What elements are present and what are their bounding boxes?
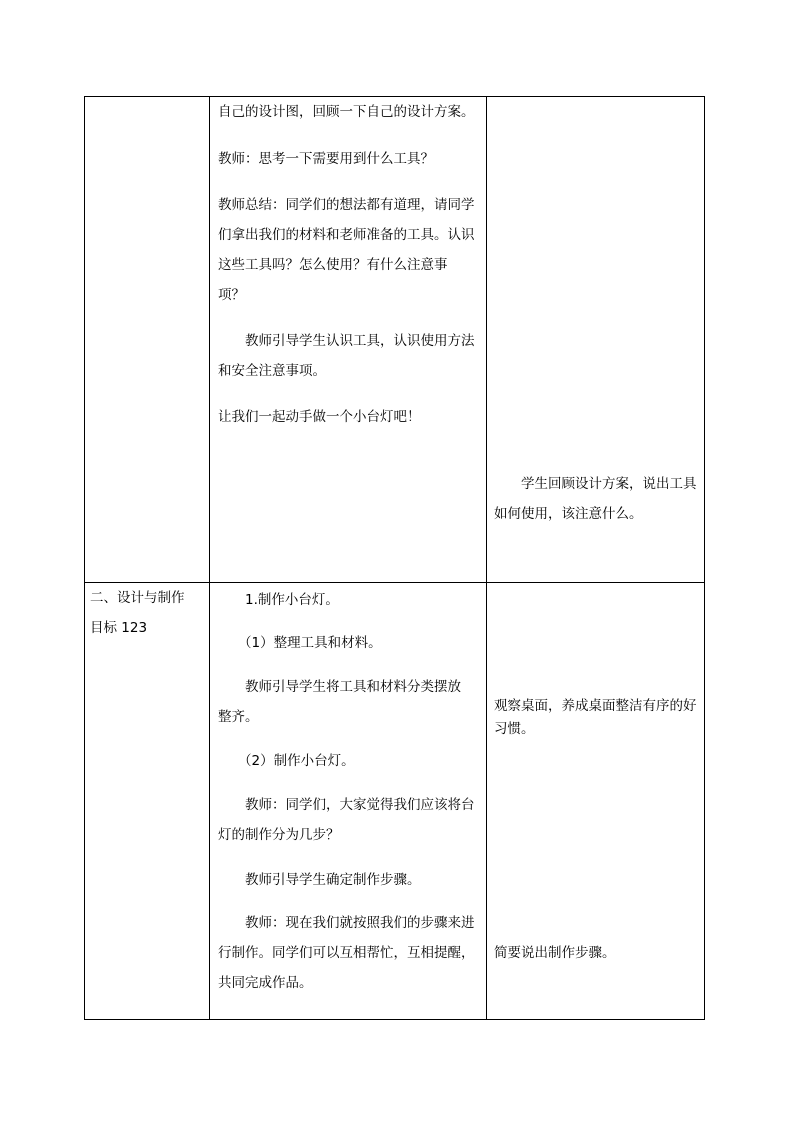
text-line: 教师引导学生将工具和材料分类摆放 <box>245 679 461 695</box>
text-line: 这些工具吗？怎么使用？有什么注意事 <box>218 257 448 273</box>
table-border-top <box>84 96 705 97</box>
text-line: 共同完成作品。 <box>218 975 313 991</box>
text-line: 行制作。同学们可以互相帮忙，互相提醒， <box>218 945 475 961</box>
row-divider <box>84 582 705 583</box>
text-line: （2）制作小台灯。 <box>238 753 355 769</box>
column-divider-1 <box>209 96 210 1020</box>
text-line: 学生回顾设计方案，说出工具 <box>521 476 697 492</box>
column-divider-2 <box>486 96 487 1020</box>
text-line: 教师总结：同学们的想法都有道理，请同学 <box>218 197 475 213</box>
text-line: 1.制作小台灯。 <box>245 592 339 608</box>
text-line: 教师引导学生认识工具，认识使用方法 <box>245 333 475 349</box>
text-line: 如何使用，该注意什么。 <box>494 506 643 522</box>
text-line: 自己的设计图，回顾一下自己的设计方案。 <box>218 104 475 120</box>
table-border-right <box>704 96 705 1020</box>
text-line: 教师：现在我们就按照我们的步骤来进 <box>245 915 475 931</box>
text-line: 教师：思考一下需要用到什么工具？ <box>218 151 434 167</box>
text-line: 让我们一起动手做一个小台灯吧！ <box>218 409 421 425</box>
text-line: 灯的制作分为几步？ <box>218 827 340 843</box>
section-title: 二、设计与制作 <box>90 590 185 606</box>
text-line: 教师引导学生确定制作步骤。 <box>245 872 421 888</box>
text-line: 项？ <box>218 287 245 303</box>
text-line: 们拿出我们的材料和老师准备的工具。认识 <box>218 227 475 243</box>
text-line: 简要说出制作步骤。 <box>494 945 616 961</box>
lesson-table <box>84 96 705 1020</box>
text-line: 和安全注意事项。 <box>218 363 326 379</box>
table-border-left <box>84 96 85 1020</box>
section-goal: 目标 123 <box>90 620 148 636</box>
text-line: （1）整理工具和材料。 <box>238 635 382 651</box>
text-line: 观察桌面，养成桌面整洁有序的好 <box>494 698 697 714</box>
text-line: 整齐。 <box>218 709 259 725</box>
text-line: 习惯。 <box>494 721 535 737</box>
text-line: 教师：同学们，大家觉得我们应该将台 <box>245 797 475 813</box>
table-border-bottom <box>84 1019 705 1020</box>
